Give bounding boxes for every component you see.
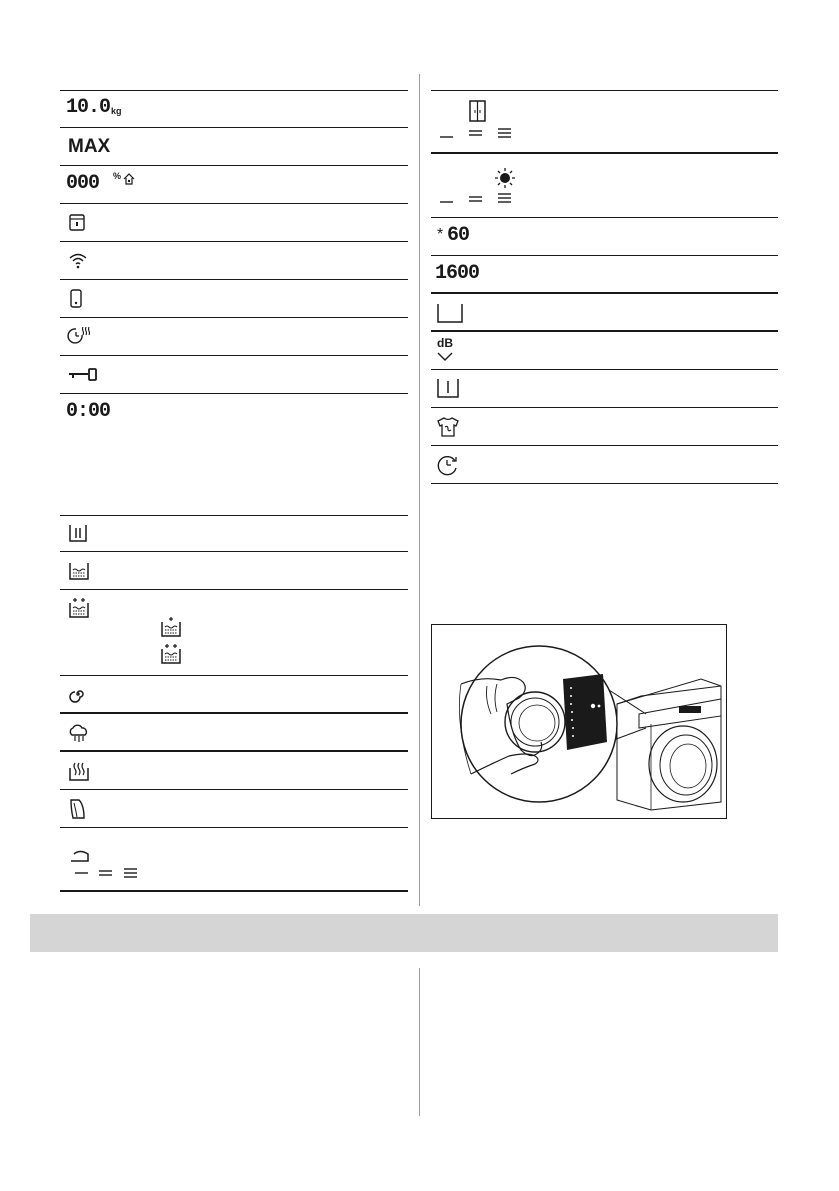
rinse-plus-one-icon <box>161 615 181 637</box>
detergent-house-icon <box>123 173 135 185</box>
table-row <box>60 242 408 280</box>
table-row <box>431 256 778 294</box>
column-divider-top <box>419 74 420 906</box>
table-row <box>431 370 778 408</box>
table-row <box>60 204 408 242</box>
iron-levels-icon <box>70 848 140 882</box>
table-row <box>60 280 408 318</box>
table-row <box>431 446 778 484</box>
rinse-hold-icon <box>437 378 459 398</box>
sun-levels-icon <box>439 168 519 210</box>
table-row <box>431 332 778 370</box>
table-row <box>60 552 408 590</box>
steam-cloud-icon <box>68 723 90 743</box>
spin-icon <box>70 686 86 702</box>
table-row <box>431 408 778 446</box>
child-lock-key-icon <box>68 368 98 382</box>
wifi-icon <box>69 252 87 268</box>
table-row <box>60 590 408 676</box>
percent-value: 000 <box>66 172 100 195</box>
delay-end-icon <box>437 454 461 476</box>
temperature-prefix: * <box>437 226 444 243</box>
table-row <box>431 90 778 154</box>
table-row <box>431 218 778 256</box>
load-weight-value: 10.0 <box>66 96 111 119</box>
table-row <box>60 318 408 356</box>
table-row <box>60 516 408 552</box>
empty-tub-icon <box>437 303 463 323</box>
delicate-fabric-icon <box>70 799 86 819</box>
table-row <box>60 394 408 516</box>
table-row <box>60 356 408 394</box>
spin-speed-value: 1600 <box>435 262 480 285</box>
extra-rinse-icon <box>69 596 89 618</box>
load-weight-unit: kg <box>111 106 122 116</box>
table-row <box>431 154 778 218</box>
rinse-plus-two-icon <box>161 642 181 664</box>
table-row <box>60 714 408 752</box>
quiet-db-label: dB <box>437 336 453 350</box>
table-row <box>60 828 408 892</box>
table-row <box>60 128 408 166</box>
shirt-care-icon <box>437 417 459 437</box>
table-row <box>60 752 408 790</box>
table-row <box>60 166 408 204</box>
temperature-value: 60 <box>447 224 470 247</box>
time-value: 0:00 <box>66 400 111 423</box>
washer-control-panel-illustration <box>431 624 727 819</box>
steam-timer-icon <box>68 326 92 346</box>
column-divider-bottom <box>419 968 420 1116</box>
table-row <box>431 294 778 332</box>
prewash-tub-icon <box>69 524 87 542</box>
table-row <box>60 790 408 828</box>
quiet-chevron-icon <box>437 352 453 362</box>
door-lock-icon <box>69 214 85 231</box>
remote-phone-icon <box>70 289 82 308</box>
section-heading-bar <box>30 914 778 952</box>
percent-unit: % <box>113 171 122 181</box>
table-row <box>60 675 408 714</box>
soak-tub-icon <box>69 562 89 580</box>
table-row <box>60 90 408 128</box>
steam-heat-icon <box>69 761 89 781</box>
wardrobe-levels-icon <box>439 100 519 142</box>
max-label: MAX <box>68 136 111 157</box>
